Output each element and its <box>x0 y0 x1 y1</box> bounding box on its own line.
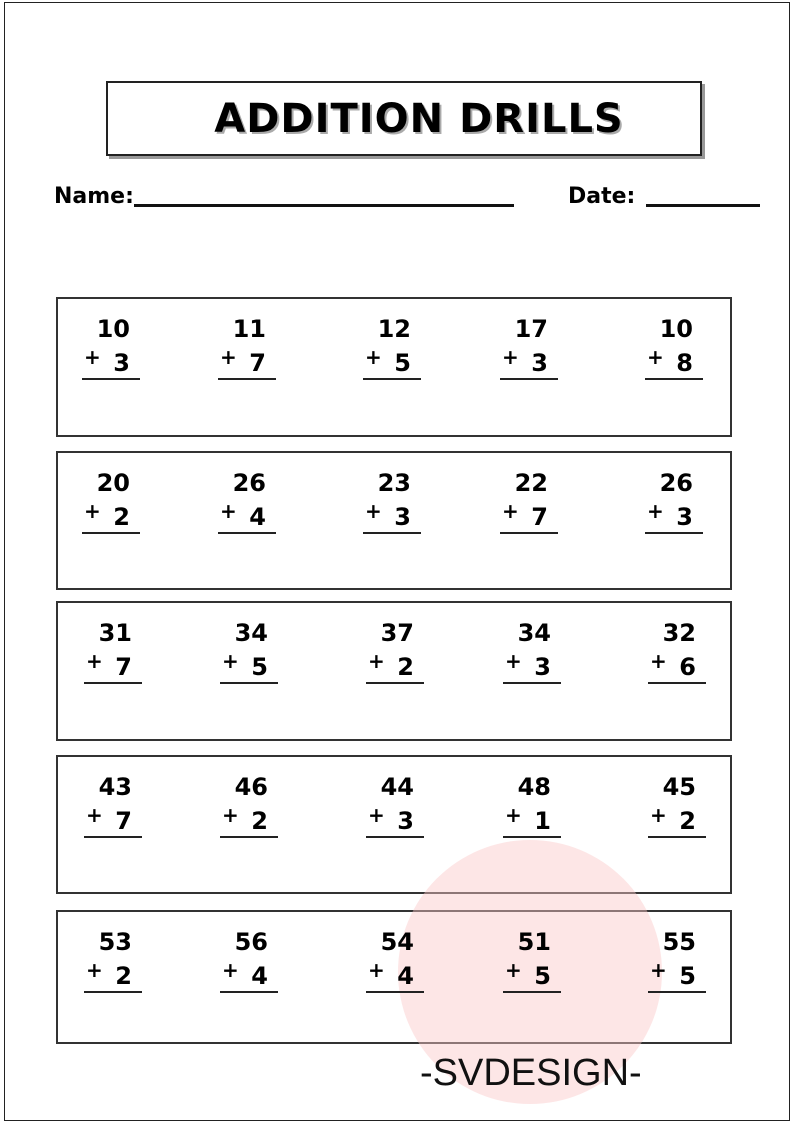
answer-line[interactable] <box>500 532 558 534</box>
answer-line[interactable] <box>84 836 142 838</box>
answer-line[interactable] <box>363 378 421 380</box>
addend-bottom: 6 <box>679 653 696 681</box>
addend-top: 44 <box>380 773 414 801</box>
addition-problem <box>363 471 421 551</box>
addend-top: 20 <box>96 469 130 497</box>
addition-problem <box>500 471 558 551</box>
plus-sign: + <box>84 345 101 369</box>
addend-top: 51 <box>517 928 551 956</box>
answer-line[interactable] <box>503 682 561 684</box>
addend-bottom: 3 <box>531 349 548 377</box>
plus-sign: + <box>84 499 101 523</box>
plus-sign: + <box>647 345 664 369</box>
answer-line[interactable] <box>366 991 424 993</box>
addition-problem <box>82 317 140 397</box>
plus-sign: + <box>647 499 664 523</box>
addend-top: 26 <box>232 469 266 497</box>
addend-bottom: 3 <box>113 349 130 377</box>
plus-sign: + <box>368 958 385 982</box>
addend-bottom: 2 <box>679 807 696 835</box>
answer-line[interactable] <box>220 836 278 838</box>
addend-top: 53 <box>98 928 132 956</box>
plus-sign: + <box>368 803 385 827</box>
addition-problem <box>645 471 703 551</box>
addend-top: 31 <box>98 619 132 647</box>
addition-problem <box>503 930 561 1010</box>
answer-line[interactable] <box>648 836 706 838</box>
addition-problem <box>84 775 142 855</box>
date-field[interactable] <box>646 204 760 207</box>
addend-bottom: 1 <box>534 807 551 835</box>
answer-line[interactable] <box>82 532 140 534</box>
plus-sign: + <box>222 803 239 827</box>
addition-problem <box>648 621 706 701</box>
addend-bottom: 5 <box>394 349 411 377</box>
addend-bottom: 7 <box>115 653 132 681</box>
name-label: Name: <box>54 184 134 209</box>
addend-bottom: 8 <box>676 349 693 377</box>
addend-top: 10 <box>659 315 693 343</box>
addend-top: 55 <box>662 928 696 956</box>
answer-line[interactable] <box>648 682 706 684</box>
addend-top: 43 <box>98 773 132 801</box>
answer-line[interactable] <box>366 682 424 684</box>
plus-sign: + <box>650 803 667 827</box>
addition-problem <box>366 621 424 701</box>
plus-sign: + <box>86 803 103 827</box>
addend-bottom: 5 <box>534 962 551 990</box>
addend-top: 48 <box>517 773 551 801</box>
addend-top: 34 <box>517 619 551 647</box>
addition-problem <box>220 930 278 1010</box>
plus-sign: + <box>650 649 667 673</box>
addend-top: 34 <box>234 619 268 647</box>
addition-problem <box>366 775 424 855</box>
plus-sign: + <box>502 499 519 523</box>
plus-sign: + <box>368 649 385 673</box>
addend-top: 54 <box>380 928 414 956</box>
answer-line[interactable] <box>84 682 142 684</box>
addition-problem <box>645 317 703 397</box>
addend-top: 45 <box>662 773 696 801</box>
addition-problem <box>84 930 142 1010</box>
addend-top: 12 <box>377 315 411 343</box>
answer-line[interactable] <box>366 836 424 838</box>
plus-sign: + <box>220 499 237 523</box>
answer-line[interactable] <box>503 836 561 838</box>
plus-sign: + <box>505 958 522 982</box>
plus-sign: + <box>222 958 239 982</box>
addition-problem <box>503 621 561 701</box>
page-title: ADDITION DRILLS <box>214 95 624 142</box>
answer-line[interactable] <box>648 991 706 993</box>
plus-sign: + <box>502 345 519 369</box>
plus-sign: + <box>505 803 522 827</box>
addend-bottom: 4 <box>397 962 414 990</box>
plus-sign: + <box>365 345 382 369</box>
addition-problem <box>648 775 706 855</box>
plus-sign: + <box>365 499 382 523</box>
plus-sign: + <box>505 649 522 673</box>
answer-line[interactable] <box>363 532 421 534</box>
answer-line[interactable] <box>82 378 140 380</box>
addend-top: 23 <box>377 469 411 497</box>
addend-top: 56 <box>234 928 268 956</box>
addend-bottom: 7 <box>249 349 266 377</box>
title-box <box>106 81 702 156</box>
plus-sign: + <box>86 958 103 982</box>
answer-line[interactable] <box>220 682 278 684</box>
addend-bottom: 5 <box>251 653 268 681</box>
addition-problem <box>500 317 558 397</box>
addend-bottom: 3 <box>394 503 411 531</box>
addition-problem <box>503 775 561 855</box>
addend-bottom: 4 <box>251 962 268 990</box>
addition-problem <box>220 621 278 701</box>
answer-line[interactable] <box>500 378 558 380</box>
addition-problem <box>220 775 278 855</box>
answer-line[interactable] <box>503 991 561 993</box>
addend-bottom: 2 <box>251 807 268 835</box>
plus-sign: + <box>222 649 239 673</box>
watermark-text: -SVDESIGN- <box>420 1052 642 1094</box>
addend-top: 17 <box>514 315 548 343</box>
addition-problem <box>84 621 142 701</box>
addend-top: 22 <box>514 469 548 497</box>
name-field[interactable] <box>134 204 514 207</box>
plus-sign: + <box>86 649 103 673</box>
answer-line[interactable] <box>218 378 276 380</box>
addition-problem <box>363 317 421 397</box>
addend-bottom: 2 <box>397 653 414 681</box>
addend-top: 11 <box>232 315 266 343</box>
date-label: Date: <box>568 184 636 209</box>
answer-line[interactable] <box>220 991 278 993</box>
addition-problem <box>648 930 706 1010</box>
addend-bottom: 5 <box>679 962 696 990</box>
answer-line[interactable] <box>218 532 276 534</box>
addend-top: 26 <box>659 469 693 497</box>
addition-problem <box>82 471 140 551</box>
addend-bottom: 3 <box>676 503 693 531</box>
addend-bottom: 7 <box>531 503 548 531</box>
addend-top: 10 <box>96 315 130 343</box>
addend-bottom: 3 <box>534 653 551 681</box>
plus-sign: + <box>650 958 667 982</box>
addend-top: 37 <box>380 619 414 647</box>
addend-bottom: 3 <box>397 807 414 835</box>
addend-bottom: 2 <box>115 962 132 990</box>
addend-bottom: 4 <box>249 503 266 531</box>
addition-problem <box>218 471 276 551</box>
addition-problem <box>218 317 276 397</box>
addend-bottom: 7 <box>115 807 132 835</box>
answer-line[interactable] <box>645 532 703 534</box>
addend-top: 46 <box>234 773 268 801</box>
answer-line[interactable] <box>645 378 703 380</box>
addend-bottom: 2 <box>113 503 130 531</box>
addition-problem <box>366 930 424 1010</box>
answer-line[interactable] <box>84 991 142 993</box>
plus-sign: + <box>220 345 237 369</box>
addend-top: 32 <box>662 619 696 647</box>
